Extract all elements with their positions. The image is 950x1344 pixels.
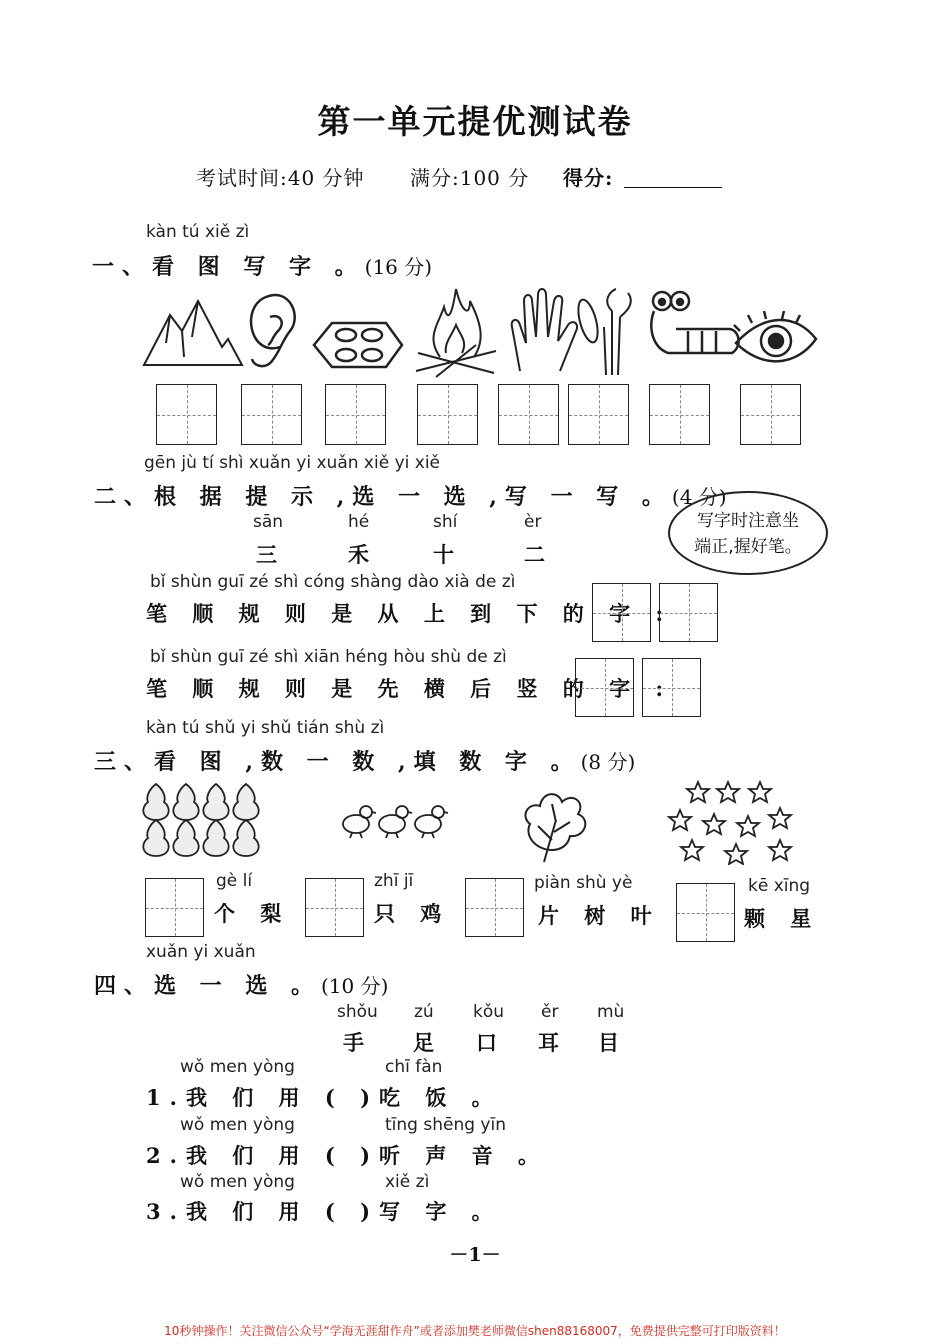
s2-rule1-box-1[interactable] [592,583,651,642]
grain-icon [575,289,631,375]
s2-rule2: 笔 顺 规 则 是 先 横 后 竖 的 字 : [146,676,673,701]
page-title: 第一单元提优测试卷 [317,102,633,141]
exam-time: 考试时间:40 分钟 [196,166,365,190]
s1-answer-box-5[interactable] [498,384,559,445]
q2-pinyin-a: wǒ men yòng [180,1115,295,1135]
eye-icon [734,311,816,361]
s3-unit-py-3: piàn shù yè [534,873,633,893]
s4-pinyin: xuǎn yi xuǎn [146,942,256,962]
s4-option-py-2: zú [414,1002,434,1022]
s3-pictures [140,780,820,865]
q3-pinyin-b: xiě zì [385,1172,430,1192]
s3-heading: 三、看 图 ,数 一 数 ,填 数 字 。(8 分) [94,749,636,775]
footer-notice: 10秒钟操作！关注微信公众号“学海无涯甜作舟”或者添加樊老师微信shen88168007，免费提供完整可打印版资料！ [164,1324,786,1338]
s2-rule1-pinyin: bǐ shùn guī zé shì cóng shàng dào xià de zì [150,572,516,592]
s2-option-py-2: hé [348,512,370,532]
s1-answer-box-3[interactable] [325,384,386,445]
s3-answer-box-3[interactable] [465,878,524,937]
bubble-line-1: 写字时注意坐 [697,511,799,531]
s2-option-1: 三 [256,542,286,567]
s4-option-2: 足 [413,1030,443,1055]
s4-option-py-5: mù [597,1002,625,1022]
s1-answer-box-4[interactable] [417,384,478,445]
s1-heading: 一、看 图 写 字 。(16 分) [92,254,433,280]
s3-unit-py-4: kē xīng [748,876,811,896]
question-1: 1.我 们 用 ( )吃 饭 。 [146,1085,502,1110]
s4-option-4: 耳 [538,1030,568,1055]
s1-answer-box-1[interactable] [156,384,217,445]
s2-option-3: 十 [433,542,463,567]
s2-rule1-box-2[interactable] [659,583,718,642]
field-icon [314,323,402,367]
q3-pinyin-a: wǒ men yòng [180,1172,295,1192]
s2-rule2-pinyin: bǐ shùn guī zé shì xiān héng hòu shù de zì [150,647,507,667]
s1-answer-box-8[interactable] [740,384,801,445]
s4-option-py-4: ěr [541,1002,559,1022]
s3-unit-3: 片 树 叶 [538,903,661,928]
q1-pinyin-b: chī fàn [385,1057,443,1077]
question-2: 2.我 们 用 ( )听 声 音 。 [146,1143,548,1168]
s2-option-4: 二 [524,542,554,567]
s3-unit-2: 只 鸡 [374,901,451,926]
mountain-icon [144,301,242,365]
star-icon [669,782,791,864]
s2-rule2-box-2[interactable] [642,658,701,717]
score-label: 得分: [563,166,614,190]
q2-pinyin-b: tīng shēng yīn [385,1115,506,1135]
s1-pinyin: kàn tú xiě zì [146,222,250,242]
chick-icon [343,806,448,838]
bubble-line-2: 端正,握好笔。 [694,537,802,557]
s2-heading: 二、根 据 提 示 ,选 一 选 ,写 一 写 。(4 分) [94,484,727,510]
s2-rule1: 笔 顺 规 则 是 从 上 到 下 的 字 : [146,601,673,626]
question-3: 3.我 们 用 ( )写 字 。 [146,1199,502,1224]
s1-answer-box-7[interactable] [649,384,710,445]
s3-unit-1: 个 梨 [214,901,291,926]
s1-answer-box-2[interactable] [241,384,302,445]
s3-answer-box-1[interactable] [145,878,204,937]
s4-option-5: 目 [598,1030,628,1055]
s1-answer-box-6[interactable] [568,384,629,445]
s3-answer-box-4[interactable] [676,883,735,942]
s4-heading: 四、选 一 选 。(10 分) [94,973,389,999]
s2-option-py-4: èr [524,512,542,532]
s2-option-2: 禾 [348,542,378,567]
pear-icon [143,784,258,856]
s1-pictures [140,287,820,379]
s3-unit-4: 颗 星 [744,906,821,931]
s2-rule2-box-1[interactable] [575,658,634,717]
hand-icon [512,289,577,371]
s4-option-py-1: shǒu [337,1002,378,1022]
s3-unit-py-2: zhī jī [374,871,414,891]
s2-pinyin: gēn jù tí shì xuǎn yi xuǎn xiě yi xiě [144,453,441,473]
full-score: 满分:100 分 [410,166,530,190]
score-blank[interactable] [624,187,722,188]
s3-unit-py-1: gè lí [216,871,253,891]
q1-pinyin-a: wǒ men yòng [180,1057,295,1077]
s4-option-py-3: kǒu [473,1002,505,1022]
leaf-icon [525,794,585,862]
s4-option-3: 口 [476,1030,506,1055]
fire-icon [416,289,496,377]
worm-icon [651,292,738,353]
s4-option-1: 手 [343,1030,373,1055]
s3-pinyin: kàn tú shǔ yi shǔ tián shù zì [146,718,385,738]
s3-answer-box-2[interactable] [305,878,364,937]
ear-icon [251,295,295,366]
page-number: －1－ [449,1244,501,1266]
s2-option-py-3: shí [433,512,458,532]
tip-bubble [668,491,828,575]
s2-option-py-1: sān [253,512,284,532]
